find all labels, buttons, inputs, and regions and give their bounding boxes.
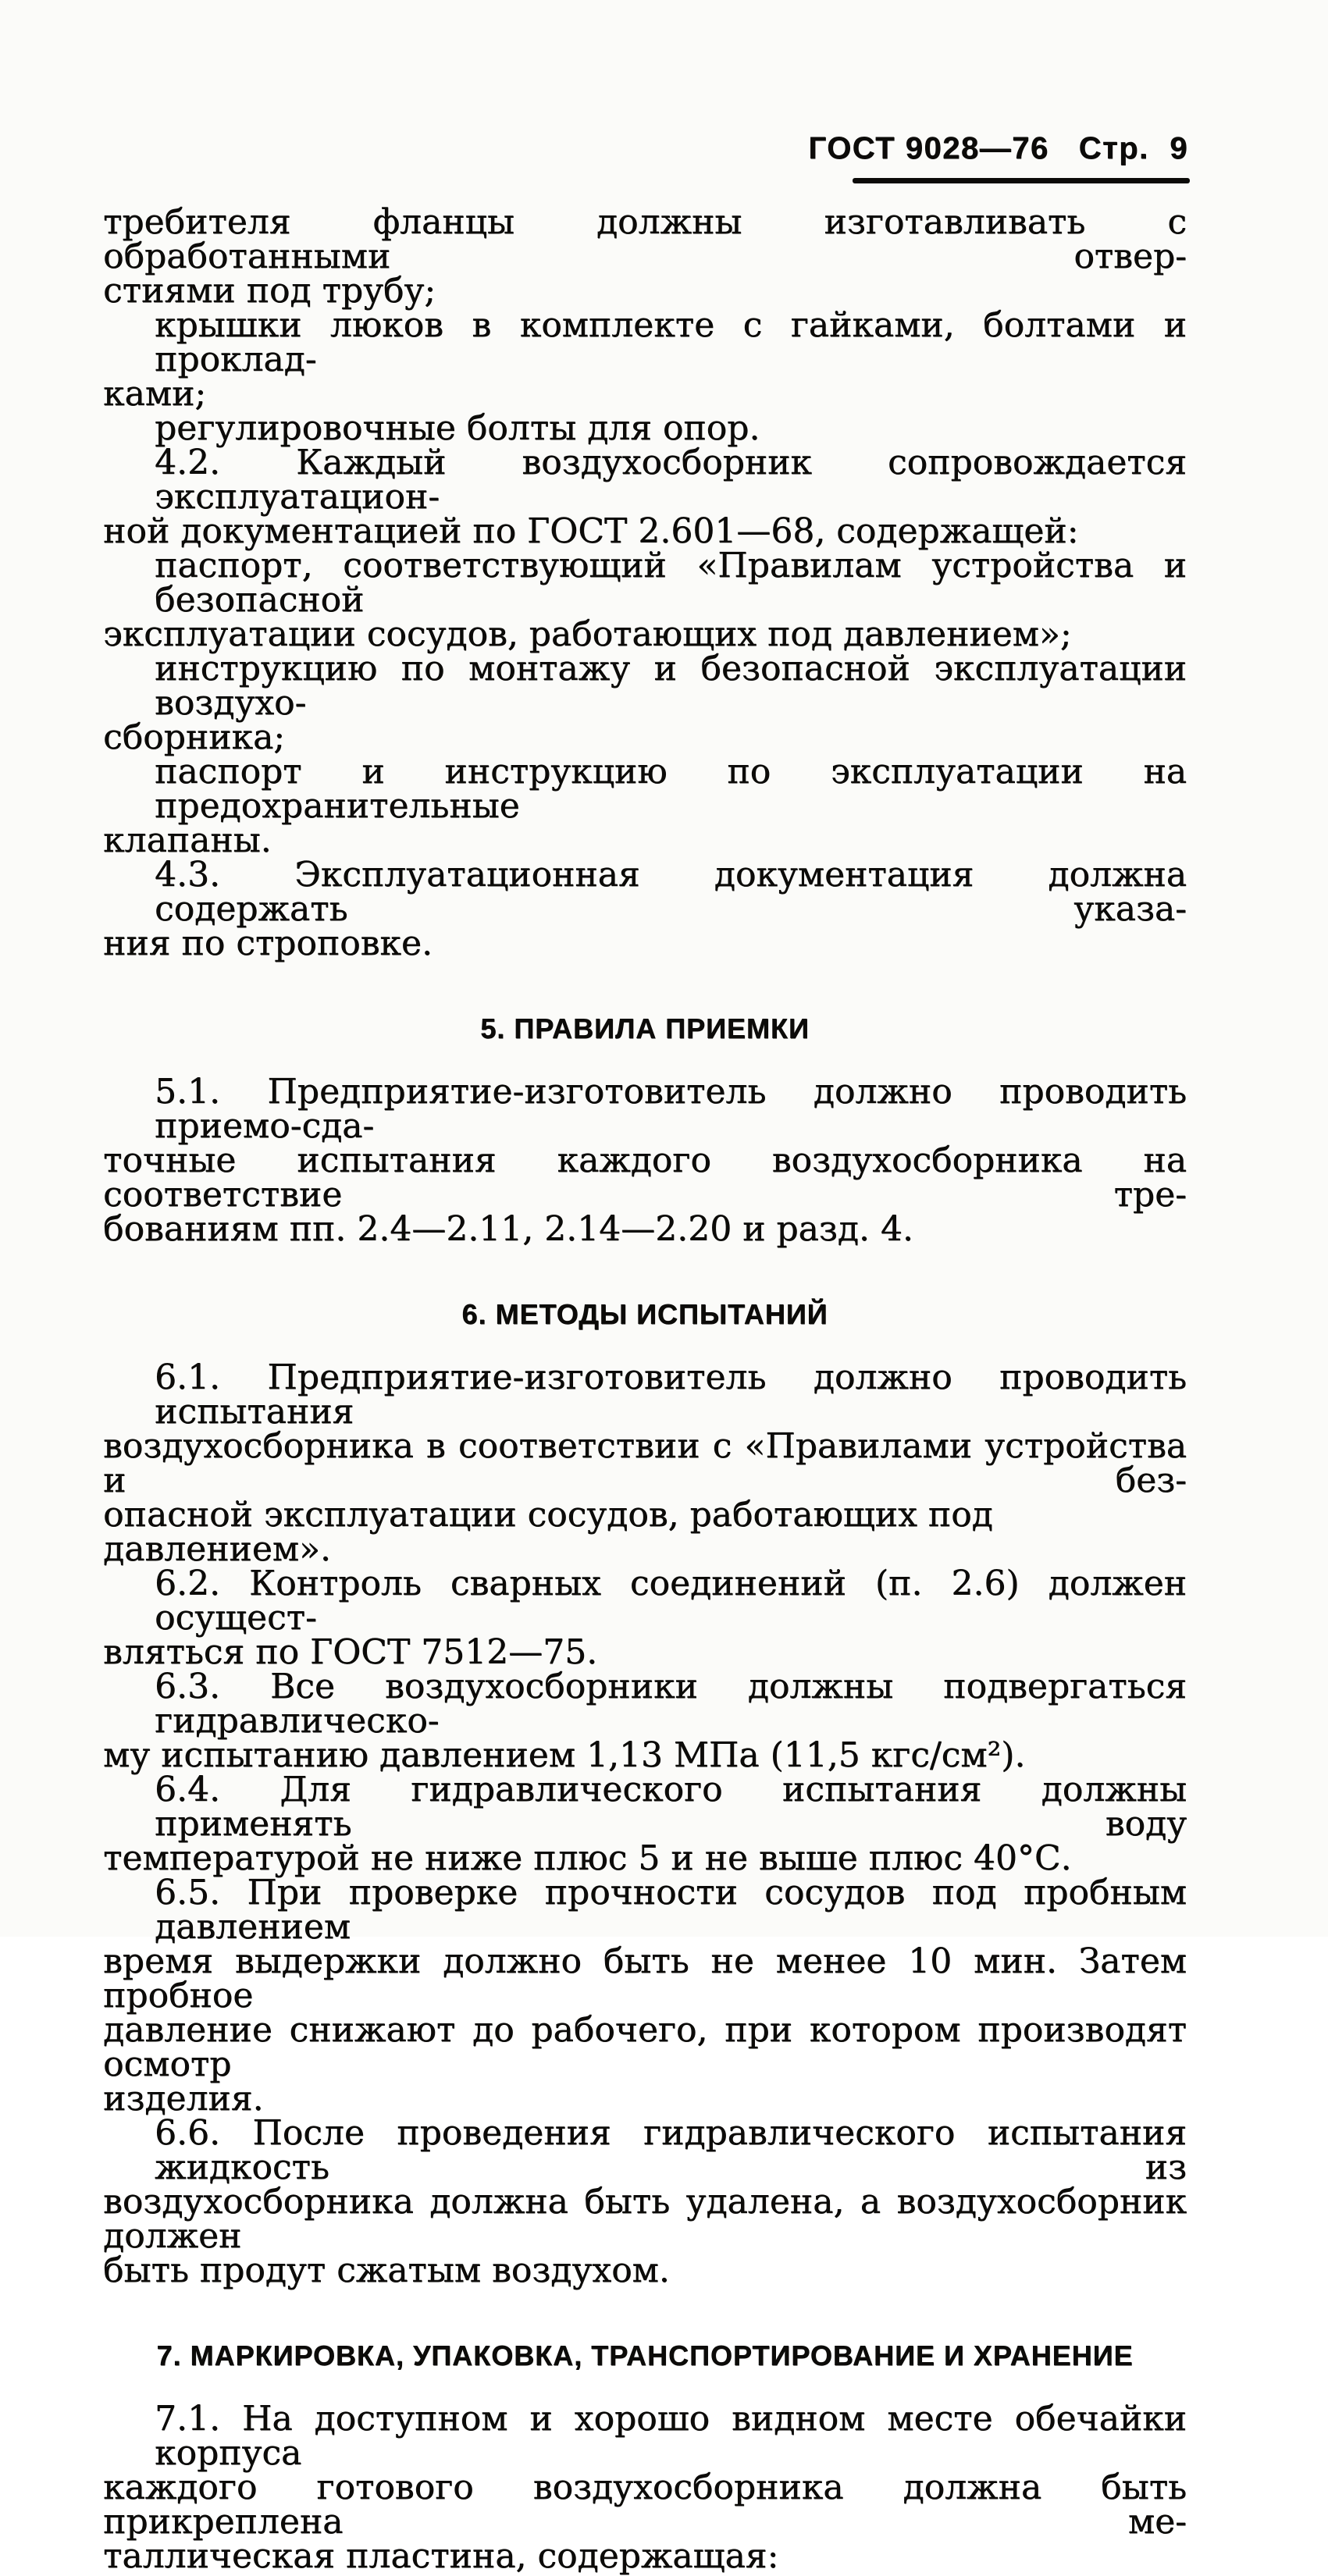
- text-line: стиями под трубу;: [103, 271, 436, 311]
- paragraph: [103, 1564, 1187, 1672]
- text-line: эксплуатации сосудов, работающих под давлением»;: [103, 614, 1072, 654]
- text-line: воздухосборника должна быть удалена, а воздухосборник должен: [103, 2182, 1187, 2256]
- text-line: паспорт и инструкцию по эксплуатации на предохранительные: [155, 752, 1187, 826]
- page-header: [0, 131, 1188, 166]
- section-heading: 5. ПРАВИЛА ПРИЕМКИ: [480, 1012, 810, 1044]
- text-line: 6.3. Все воздухосборники должны подвергаться гидравлическо-: [155, 1667, 1187, 1741]
- paragraph: [103, 1770, 1187, 1878]
- text-line: таллическая пластина, содержащая:: [103, 2536, 779, 2576]
- text-line: ками;: [103, 374, 207, 414]
- text-line: время выдержки должно быть не менее 10 мин. Затем пробное: [103, 1941, 1187, 2016]
- text-line: 6.1. Предприятие-изготовитель должно проводить испытания: [155, 1357, 1187, 1432]
- text-line: клапаны.: [103, 820, 272, 860]
- text-line: изделия.: [103, 2079, 264, 2119]
- text-line: ной документацией по ГОСТ 2.601—68, содержащей:: [103, 511, 1079, 551]
- text-line: ния по строповке.: [103, 923, 433, 963]
- header-rule: [853, 178, 1190, 183]
- text-line: 4.2. Каждый воздухосборник сопровождается эксплуатацион-: [155, 443, 1187, 517]
- paragraph: [103, 443, 1187, 551]
- text-line: каждого готового воздухосборника должна быть прикреплена ме-: [103, 2467, 1187, 2542]
- text-line: требителя фланцы должны изготавливать с обработанными отвер-: [103, 202, 1187, 276]
- text-line: 6.6. После проведения гидравлического испытания жидкость из: [155, 2113, 1187, 2187]
- text-line: му испытанию давлением 1,13 МПа (11,5 кгс/см²).: [103, 1735, 1026, 1775]
- text-line: быть продут сжатым воздухом.: [103, 2250, 670, 2290]
- paragraph: [103, 546, 1187, 654]
- paragraph: [103, 2399, 1187, 2576]
- paragraph: [103, 408, 1187, 448]
- text-line: воздухосборника в соответствии с «Правилами устройства и без-: [103, 1426, 1187, 1500]
- section-heading: 7. МАРКИРОВКА, УПАКОВКА, ТРАНСПОРТИРОВАНИЕ И ХРАНЕНИЕ: [156, 2339, 1134, 2371]
- paragraph: [103, 2113, 1187, 2290]
- text-line: 6.4. Для гидравлического испытания должны применять воду: [155, 1770, 1187, 1844]
- text-line: точные испытания каждого воздухосборника на соответствие тре-: [103, 1140, 1187, 1215]
- section-heading: 6. МЕТОДЫ ИСПЫТАНИЙ: [461, 1298, 828, 1330]
- standard-number: ГОСТ 9028—76: [808, 131, 1049, 165]
- text-line: регулировочные болты для опор.: [155, 408, 760, 448]
- paragraph: [103, 305, 1187, 414]
- text-line: сборника;: [103, 717, 285, 757]
- text-line: крышки люков в комплекте с гайками, болтами и проклад-: [155, 305, 1187, 379]
- text-line: инструкцию по монтажу и безопасной эксплуатации воздухо-: [155, 649, 1187, 723]
- page-number: Стр. 9: [1078, 131, 1188, 165]
- text-line: давление снижают до рабочего, при котором производят осмотр: [103, 2010, 1187, 2084]
- text-line: 4.3. Эксплуатационная документация должна содержать указа-: [155, 855, 1187, 929]
- paragraph: [103, 855, 1187, 963]
- text-line: 6.5. При проверке прочности сосудов под пробным давлением: [155, 1873, 1187, 1947]
- text-line: 5.1. Предприятие-изготовитель должно проводить приемо-сда-: [155, 1072, 1187, 1146]
- paragraph: [103, 649, 1187, 757]
- paragraph: [103, 1667, 1187, 1775]
- text-line: температурой не ниже плюс 5 и не выше плюс 40°С.: [103, 1838, 1072, 1878]
- paragraph: [103, 202, 1187, 311]
- text-line: паспорт, соответствующий «Правилам устройства и безопасной: [155, 546, 1187, 620]
- text-line: 6.2. Контроль сварных соединений (п. 2.6) должен осущест-: [155, 1564, 1187, 1638]
- text-line: бованиям пп. 2.4—2.11, 2.14—2.20 и разд. 4.: [103, 1209, 913, 1249]
- text-line: вляться по ГОСТ 7512—75.: [103, 1632, 598, 1672]
- document-body: [103, 202, 1187, 2576]
- paragraph: [103, 1873, 1187, 2119]
- text-line: опасной эксплуатации сосудов, работающих под давлением».: [103, 1495, 993, 1569]
- text-line: 7.1. На доступном и хорошо видном месте обечайки корпуса: [155, 2399, 1187, 2473]
- paragraph: [103, 1072, 1187, 1249]
- paragraph: [103, 1357, 1187, 1569]
- paragraph: [103, 752, 1187, 860]
